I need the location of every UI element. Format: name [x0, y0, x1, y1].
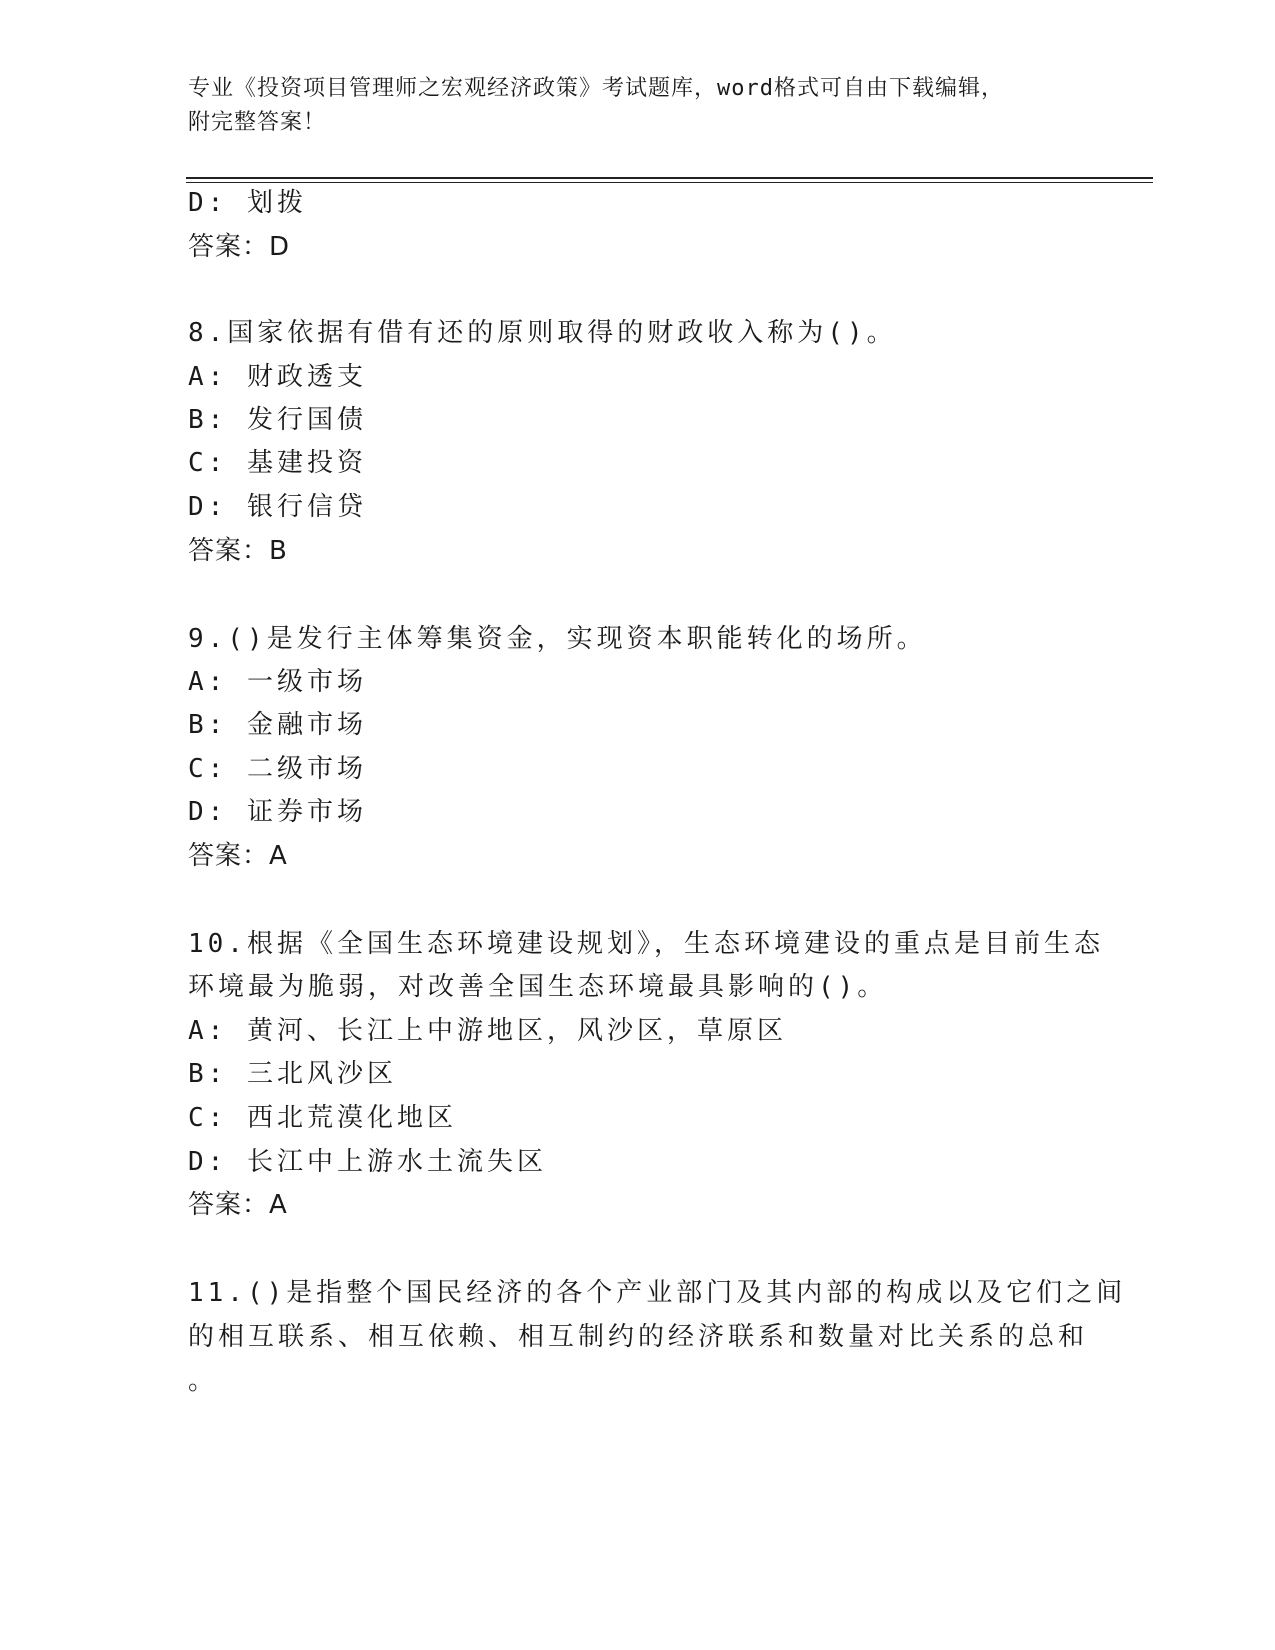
question-10-stem-line-1: 10.根据《全国生态环境建设规划》，生态环境建设的重点是目前生态	[188, 929, 1104, 959]
question-9-stem: 9.()是发行主体筹集资金，实现资本职能转化的场所。	[188, 624, 927, 654]
question-11-stem-line-1: 11.()是指整个国民经济的各个产业部门及其内部的构成以及它们之间	[188, 1278, 1127, 1308]
question-9-option-c: C: 二级市场	[188, 754, 367, 784]
question-8-option-b: B: 发行国债	[188, 405, 367, 435]
question-11-stem-line-2: 的相互联系、相互依赖、相互制约的经济联系和数量对比关系的总和	[188, 1322, 1089, 1352]
header-line-2: 附完整答案！	[188, 110, 327, 135]
header-divider-bottom	[186, 182, 1153, 183]
question-10-option-b: B: 三北风沙区	[188, 1059, 397, 1089]
option-d-prev: D: 划拨	[188, 188, 307, 218]
question-10-answer: 答案：A	[188, 1190, 288, 1220]
question-10-option-c: C: 西北荒漠化地区	[188, 1103, 457, 1133]
question-9-answer: 答案：A	[188, 841, 288, 871]
question-10-option-d: D: 长江中上游水土流失区	[188, 1147, 547, 1177]
question-8-answer: 答案：B	[188, 536, 288, 566]
header-divider-top	[186, 177, 1153, 179]
question-9-option-b: B: 金融市场	[188, 710, 367, 740]
question-10-option-a: A: 黄河、长江上中游地区，风沙区，草原区	[188, 1016, 787, 1046]
question-9-option-d: D: 证券市场	[188, 797, 367, 827]
question-8-option-a: A: 财政透支	[188, 362, 367, 392]
question-8-stem: 8.国家依据有借有还的原则取得的财政收入称为()。	[188, 318, 897, 348]
document-header	[188, 72, 1088, 140]
question-8-option-d: D: 银行信贷	[188, 492, 367, 522]
question-10-stem-line-2: 环境最为脆弱，对改善全国生态环境最具影响的()。	[188, 972, 888, 1002]
question-11-stem-line-3: 。	[188, 1366, 219, 1396]
question-8-option-c: C: 基建投资	[188, 448, 367, 478]
header-line-1: 专业《投资项目管理师之宏观经济政策》考试题库，word格式可自由下载编辑，	[188, 76, 1004, 101]
question-9-option-a: A: 一级市场	[188, 667, 367, 697]
answer-prev: 答案：D	[188, 232, 291, 262]
